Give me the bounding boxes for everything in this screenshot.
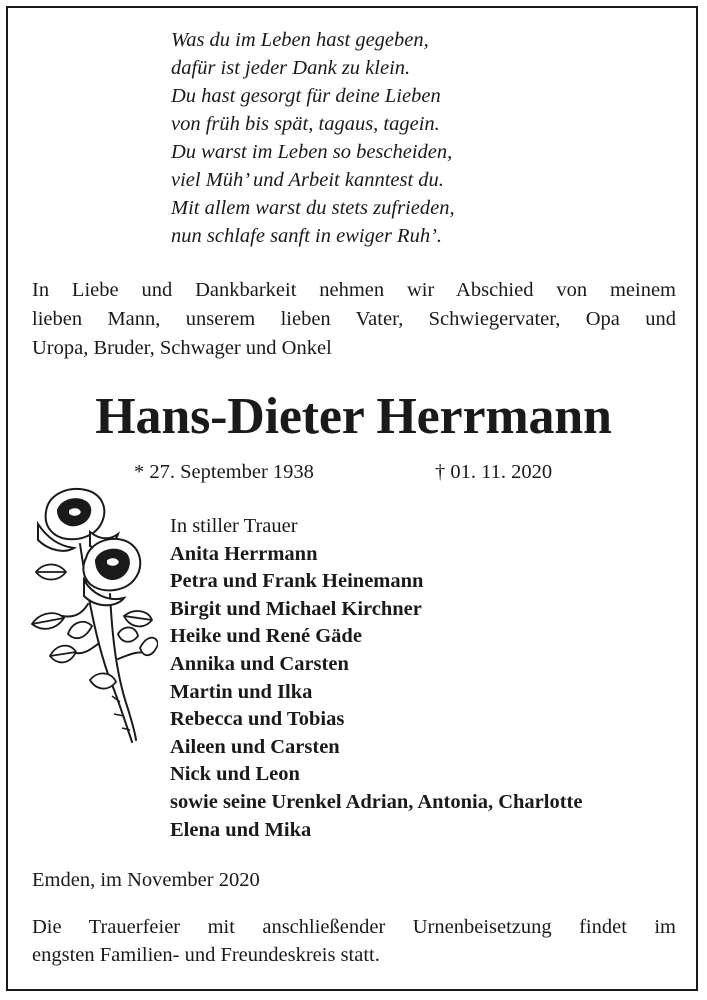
poem-line: Was du im Leben hast gegeben, <box>171 29 429 51</box>
death-date: † 01. 11. 2020 <box>435 461 553 483</box>
poem-line: Du hast gesorgt für deine Lieben <box>171 85 441 107</box>
poem-line: Du warst im Leben so bescheiden, <box>171 141 453 163</box>
mourner-name: Birgit und Michael Kirchner <box>170 597 422 620</box>
mourner-name: Nick und Leon <box>170 763 300 786</box>
poem-line: viel Müh’ und Arbeit kanntest du. <box>171 169 444 191</box>
mourner-name: Petra und Frank Heinemann <box>170 570 424 593</box>
mourner-name: Annika und Carsten <box>170 652 349 675</box>
mourner-name: sowie seine Urenkel Adrian, Antonia, Charlotte <box>170 790 583 813</box>
notice-line: engsten Familien- und Freundeskreis statt. <box>32 944 380 966</box>
funeral-notice <box>32 913 676 969</box>
notice-line: Die Trauerfeier mit anschließender Urnenbeisetzung findet im <box>32 916 676 938</box>
deceased-name: Hans-Dieter Herrmann <box>95 388 612 445</box>
poem-line: von früh bis spät, tagaus, tagein. <box>171 113 440 135</box>
mourner-name: Aileen und Carsten <box>170 735 340 758</box>
intro-line: Uropa, Bruder, Schwager und Onkel <box>32 337 332 359</box>
mourners-intro: In stiller Trauer <box>170 515 298 537</box>
poem-line: nun schlafe sanft in ewiger Ruh’. <box>171 225 443 247</box>
mourner-name: Anita Herrmann <box>170 542 318 565</box>
poem-line: Mit allem warst du stets zufrieden, <box>171 197 455 219</box>
roses-icon <box>28 484 158 750</box>
place-date: Emden, im November 2020 <box>32 869 260 891</box>
intro-line: In Liebe und Dankbarkeit nehmen wir Abschied von meinem <box>32 279 676 301</box>
mourners-list <box>170 513 582 844</box>
poem-line: dafür ist jeder Dank zu klein. <box>171 57 411 79</box>
mourner-name: Rebecca und Tobias <box>170 708 345 731</box>
intro-text <box>32 276 676 363</box>
intro-line: lieben Mann, unserem lieben Vater, Schwiegervater, Opa und <box>32 308 676 330</box>
mourner-name: Elena und Mika <box>170 818 312 841</box>
mourner-name: Heike und René Gäde <box>170 625 362 648</box>
mourner-name: Martin und Ilka <box>170 680 313 703</box>
birth-date: * 27. September 1938 <box>134 461 314 483</box>
poem <box>171 26 455 250</box>
